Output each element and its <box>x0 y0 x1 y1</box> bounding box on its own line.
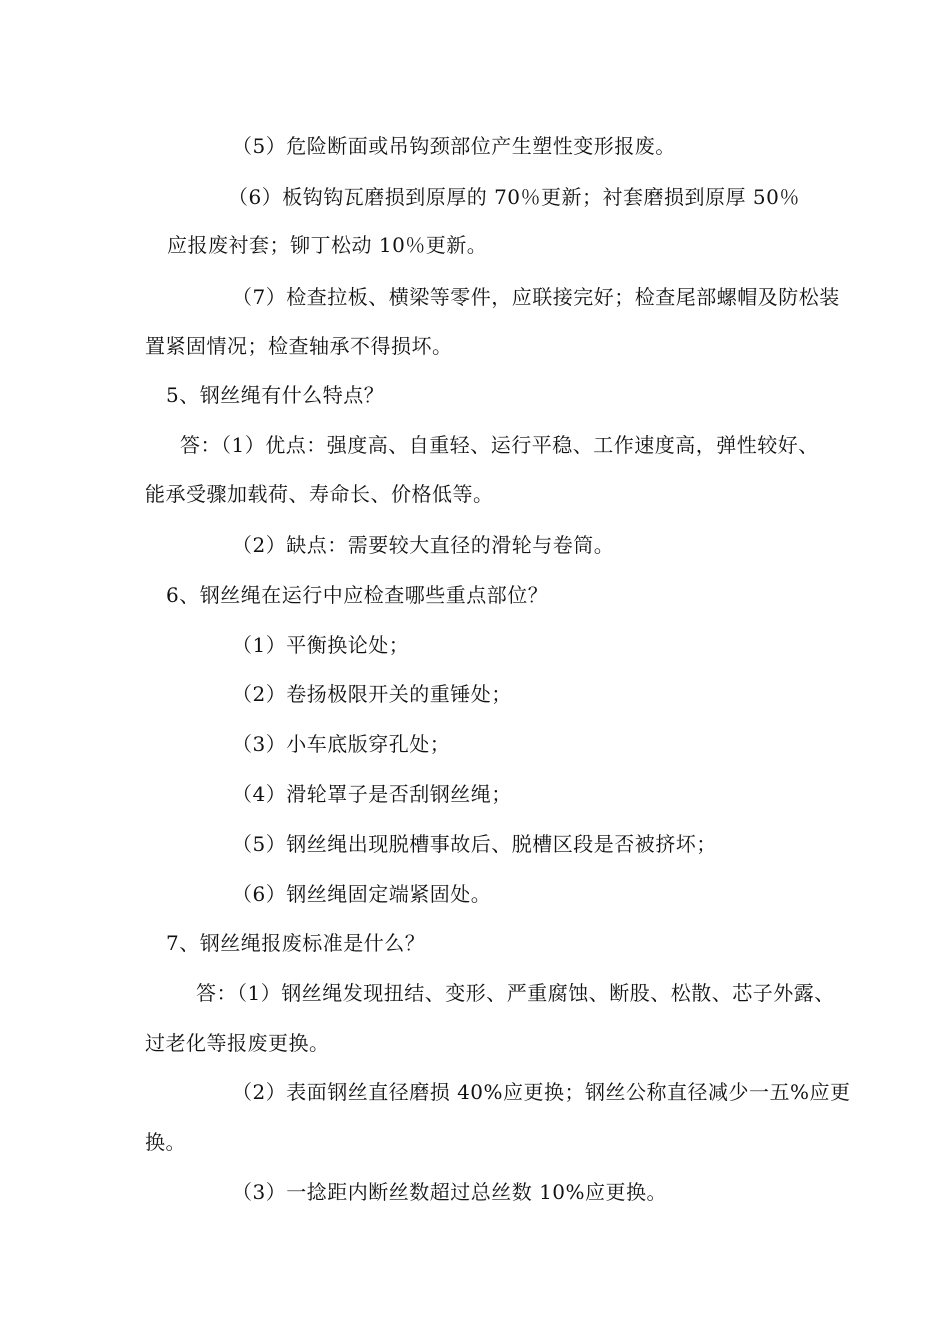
list-item: （5）钢丝绳出现脱槽事故后、脱槽区段是否被挤坏； <box>232 832 717 856</box>
text-line: 换。 <box>145 1130 186 1154</box>
answer-line: 答：（1）钢丝绳发现扭结、变形、严重腐蚀、断股、松散、芯子外露、 <box>196 981 835 1005</box>
text-line: （3）一捻距内断丝数超过总丝数 10%应更换。 <box>232 1180 668 1204</box>
list-item: （1）平衡换论处； <box>232 633 410 657</box>
text-line: （7）检查拉板、横梁等零件，应联接完好；检查尾部螺帽及防松装 <box>232 285 840 309</box>
list-item: （3）小车底版穿孔处； <box>232 732 451 756</box>
text-line: 应报废衬套；铆丁松动 10％更新。 <box>167 233 488 257</box>
text-line: 能承受骤加载荷、寿命长、价格低等。 <box>145 482 494 506</box>
text-line: 过老化等报废更换。 <box>145 1031 330 1055</box>
text-line: （2）缺点：需要较大直径的滑轮与卷筒。 <box>232 533 615 557</box>
question-heading: 7、钢丝绳报废标准是什么？ <box>166 931 426 955</box>
text-line: （2）表面钢丝直径磨损 40%应更换；钢丝公称直径减少一五%应更 <box>232 1080 851 1104</box>
list-item: （4）滑轮罩子是否刮钢丝绳； <box>232 782 512 806</box>
text-line: 置紧固情况；检查轴承不得损坏。 <box>145 334 453 358</box>
question-heading: 5、钢丝绳有什么特点？ <box>166 383 385 407</box>
list-item: （6）钢丝绳固定端紧固处。 <box>232 882 492 906</box>
text-line: （5）危险断面或吊钩颈部位产生塑性变形报废。 <box>232 134 676 158</box>
list-item: （2）卷扬极限开关的重锤处； <box>232 682 512 706</box>
text-line: （6）板钩钩瓦磨损到原厚的 70％更新；衬套磨损到原厚 50％ <box>228 185 800 209</box>
question-heading: 6、钢丝绳在运行中应检查哪些重点部位？ <box>166 583 549 607</box>
answer-line: 答：（1）优点：强度高、自重轻、运行平稳、工作速度高，弹性较好、 <box>180 433 819 457</box>
